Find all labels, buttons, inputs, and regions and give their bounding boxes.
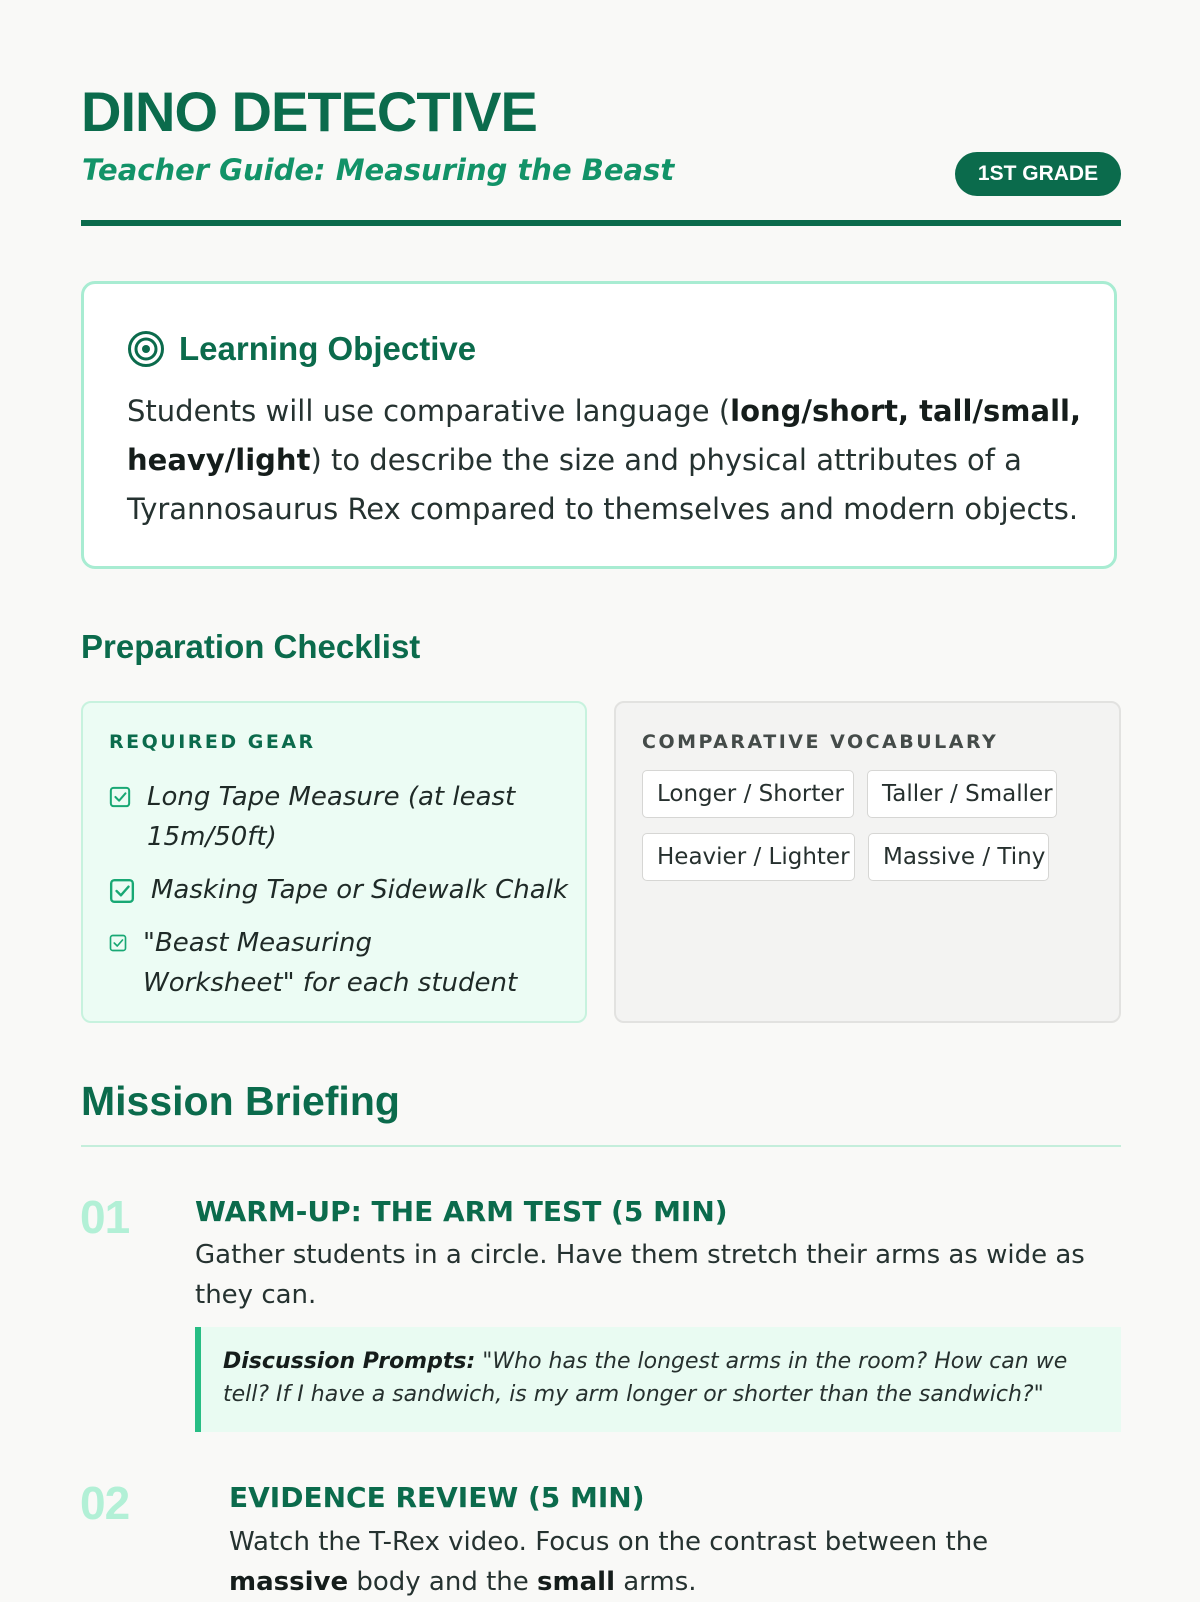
step-text-emphasis: small [537, 1567, 615, 1597]
gear-item [109, 923, 523, 1003]
required-gear-label: REQUIRED GEAR [109, 731, 316, 753]
discussion-prompt-box [195, 1327, 1121, 1432]
step-text-part: Watch the T-Rex video. Focus on the contrast between the [229, 1527, 989, 1557]
checkbox-checked-icon [109, 786, 131, 808]
target-icon [127, 330, 165, 368]
required-gear-card [81, 701, 587, 1023]
gear-item-label: Masking Tape or Sidewalk Chalk [151, 875, 568, 905]
objective-title: Learning Objective [179, 330, 477, 367]
checkbox-checked-icon [109, 878, 135, 904]
gear-item [109, 870, 568, 910]
page-subtitle: Teacher Guide: Measuring the Beast [82, 153, 675, 187]
checkbox-checked-icon [109, 934, 127, 952]
objective-text-intro: Students will use comparative language ( [127, 394, 731, 428]
step-text-emphasis: massive [229, 1567, 349, 1597]
step-text-part: body and the [348, 1567, 538, 1597]
discussion-prompt-text: "Who has the longest arms in the room? How can we tell? If I have a sandwich, is my arm longer or shorter than the sandwich?" [223, 1349, 1068, 1407]
vocabulary-card [614, 701, 1121, 1023]
vocabulary-chip: Longer / Shorter [642, 770, 854, 818]
step-description [229, 1522, 1109, 1602]
gear-item [109, 777, 517, 857]
step-text-part: arms. [614, 1567, 697, 1597]
mission-briefing-title: Mission Briefing [81, 1078, 400, 1124]
discussion-prompt [223, 1345, 1101, 1411]
preparation-title: Preparation Checklist [81, 628, 421, 665]
objective-header [127, 330, 476, 368]
gear-item-label: Long Tape Measure (at least 15m/50ft) [147, 782, 516, 852]
gear-item-label: "Beast Measuring Worksheet" for each student [143, 928, 518, 998]
step-number: 01 [80, 1191, 130, 1243]
step-number: 02 [80, 1477, 130, 1529]
discussion-prompt-label: Discussion Prompts: [223, 1349, 476, 1374]
objective-text [127, 387, 1087, 534]
step-title: EVIDENCE REVIEW (5 MIN) [229, 1481, 645, 1514]
objective-text-rest: ) to describe the size and physical attributes of a Tyrannosaurus Rex compared to themselves and modern objects. [127, 443, 1079, 526]
objective-key-terms: long/short, tall/small, heavy/light [127, 394, 1081, 477]
vocabulary-chip: Taller / Smaller [867, 770, 1057, 818]
mission-divider [81, 1145, 1121, 1147]
vocabulary-chip: Heavier / Lighter [642, 833, 855, 881]
vocabulary-label: COMPARATIVE VOCABULARY [642, 731, 999, 753]
grade-badge: 1ST GRADE [955, 152, 1121, 196]
vocabulary-chip: Massive / Tiny [868, 833, 1049, 881]
step-title: WARM-UP: THE ARM TEST (5 MIN) [195, 1195, 728, 1228]
step-description: Gather students in a circle. Have them stretch their arms as wide as they can. [195, 1240, 1085, 1310]
header-divider [81, 220, 1121, 226]
learning-objective-card [81, 281, 1117, 569]
page-title: DINO DETECTIVE [81, 80, 537, 143]
